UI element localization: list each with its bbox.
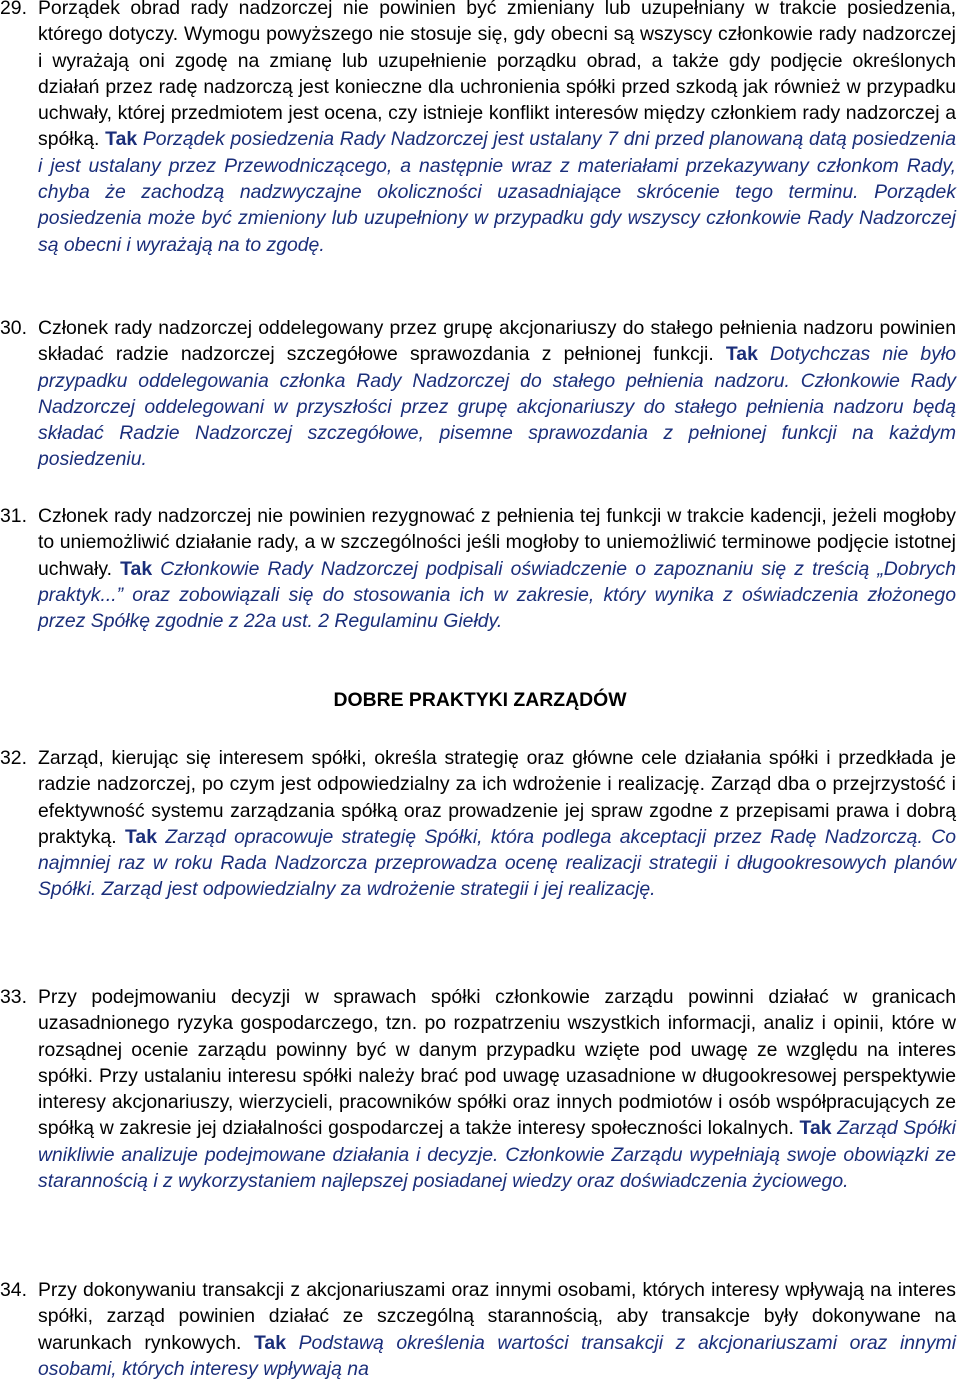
item-number: 33. <box>0 986 27 1008</box>
item-text: Zarząd, kierując się interesem spółki, określa strategię oraz główne cele działania spółki i przedkłada je radzie nadzorczej, po czym jest odpowiedzialny za ich wdrożenie i realizację. Zarząd dba o przejrzystość i efektywność systemu zarządzania spółką oraz prowadzenie jej spraw zgodne z przepisami prawa i dobrą praktyką. <box>38 747 956 848</box>
item-body <box>38 745 956 903</box>
tak-label: Tak <box>254 1331 286 1354</box>
section-heading: DOBRE PRAKTYKI ZARZĄDÓW <box>333 689 627 711</box>
list-item-33 <box>0 984 956 1194</box>
item-text: Porządek obrad rady nadzorczej nie powinien być zmieniany lub uzupełniany w trakcie posiedzenia, którego dotyczy. Wymogu powyższego nie stosuje się, gdy obecni są wszyscy członkowie rady nadzorczej i wyrażają oni zgodę na zmianę lub uzupełnienie porządku obrad, a także gdy podjęcie określonych działań przez radę nadzorczą jest konieczne dla uchronienia spółki przed szkodą jak również w przypadku uchwały, której przedmiotem jest ocena, czy istnieje konflikt interesów między członkiem rady nadzorczej a spółką. <box>38 0 956 151</box>
item-comment: Podstawą określenia wartości transakcji z akcjonariuszami oraz innymi osobami, których interesy wpływają na <box>38 1331 956 1380</box>
item-body <box>38 984 956 1194</box>
item-number: 32. <box>0 747 27 769</box>
item-comment: Zarząd opracowuje strategię Spółki, która podlega akceptacji przez Radę Nadzorczą. Co najmniej raz w roku Rada Nadzorcza przeprowadza ocenę realizacji strategii i długookresowych planów Spółki. Zarząd jest odpowiedzialny za wdrożenie strategii i jej realizację. <box>38 825 956 901</box>
list-item-31 <box>0 503 956 634</box>
item-comment: Członkowie Rady Nadzorczej podpisali oświadczenie o zapoznaniu się z treścią „Dobrych praktyk...” oraz zobowiązali się do stosowania ich w zakresie, który wynika z oświadczenia złożonego przez Spółkę zgodnie z 22a ust. 2 Regulaminu Giełdy. <box>38 557 956 633</box>
list-item-30 <box>0 315 956 473</box>
tak-label: Tak <box>120 557 153 580</box>
item-number: 31. <box>0 505 27 527</box>
tak-label: Tak <box>125 825 158 848</box>
item-number: 29. <box>0 0 27 19</box>
item-body <box>38 315 956 473</box>
item-text: Przy podejmowaniu decyzji w sprawach spółki członkowie zarządu powinni działać w granicach uzasadnionego ryzyka gospodarczego, tzn. po rozpatrzeniu wszystkich informacji, analiz i opinii, które w rozsądnej ocenie zarządu powinny być w danym przypadku wzięte pod uwagę ze względu na interes spółki. Przy ustalaniu interesu spółki należy brać pod uwagę uzasadnione w długookresowej perspektywie interesy akcjonariuszy, wierzycieli, pracowników spółki oraz innych podmiotów i osób współpracujących ze spółką w zakresie jej działalności gospodarczej a także interesy społeczności lokalnych. <box>38 986 956 1140</box>
item-body <box>38 0 956 258</box>
item-comment: Zarząd Spółki wnikliwie analizuje podejmowane działania i decyzje. Członkowie Zarządu wypełniają swoje obowiązki ze starannością i z wykorzystaniem najlepszej posiadanej wiedzy oraz doświadczenia życiowego. <box>38 1117 956 1193</box>
item-text: Członek rady nadzorczej nie powinien rezygnować z pełnienia tej funkcji w trakcie kadencji, jeżeli mogłoby to uniemożliwić działanie rady, a w szczególności jeśli mogłoby to uniemożliwić terminowe podjęcie istotnej uchwały. <box>38 505 956 580</box>
item-comment: Dotychczas nie było przypadku oddelegowania członka Rady Nadzorczej do stałego pełnienia nadzoru. Członkowie Rady Nadzorczej oddelegowani w przyszłości przez grupę akcjonariuszy do stałego pełnienia nadzoru będą składać Radzie Nadzorczej szczegółowe, pisemne sprawozdania z pełnionej funkcji na każdym posiedzeniu. <box>38 343 956 471</box>
list-item-32 <box>0 745 956 903</box>
item-number: 34. <box>0 1279 27 1301</box>
tak-label: Tak <box>799 1117 832 1140</box>
item-text: Członek rady nadzorczej oddelegowany przez grupę akcjonariuszy do stałego pełnienia nadzoru powinien składać radzie nadzorczej szczegółowe sprawozdania z pełnionej funkcji. <box>38 317 956 366</box>
item-body <box>38 1277 956 1382</box>
item-text: Przy dokonywaniu transakcji z akcjonariuszami oraz innymi osobami, których interesy wpływają na interes spółki, zarząd powinien działać ze szczególną starannością, aby transakcje były dokonywane na warunkach rynkowych. <box>38 1279 956 1354</box>
tak-label: Tak <box>105 128 138 151</box>
list-item-34 <box>0 1277 956 1382</box>
item-comment: Porządek posiedzenia Rady Nadzorczej jest ustalany 7 dni przed planowaną datą posiedzenia i jest ustalany przez Przewodniczącego, a następnie wraz z materiałami przekazywany członkom Rady, chyba że zachodzą nadzwyczajne okoliczności uzasadniające skrócenie tego terminu. Porządek posiedzenia może być zmieniony lub uzupełniony w przypadku gdy wszyscy członkowie Rady Nadzorczej są obecni i wyrażają na to zgodę. <box>38 128 957 256</box>
item-number: 30. <box>0 317 27 339</box>
list-item-29 <box>0 0 956 258</box>
item-body <box>38 503 956 634</box>
tak-label: Tak <box>725 343 758 366</box>
